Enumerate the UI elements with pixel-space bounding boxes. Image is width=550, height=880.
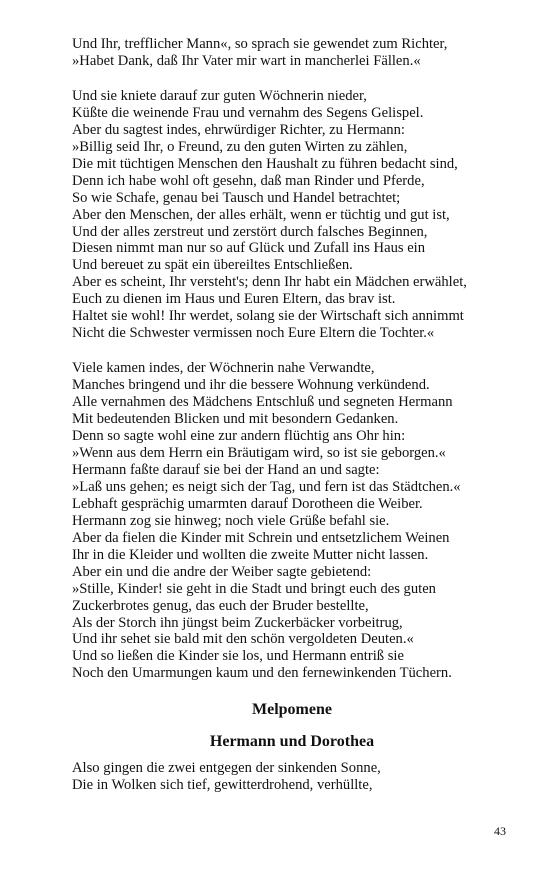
- verse-line: Hermann faßte darauf sie bei der Hand an und sagte:: [72, 461, 380, 478]
- verse-line: Denn so sagte wohl eine zur andern flüchtig ans Ohr hin:: [72, 428, 406, 445]
- page-number: 43: [494, 824, 506, 838]
- verse-line: Haltet sie wohl! Ihr werdet, solang sie der Wirtschaft sich annimmt: [72, 308, 464, 325]
- verse-line: »Stille, Kinder! sie geht in die Stadt und bringt euch des guten: [72, 580, 436, 597]
- page-body: [72, 36, 512, 812]
- verse-line: Mit bedeutenden Blicken und mit besondern Gedanken.: [72, 411, 399, 428]
- verse-line: Und so ließen die Kinder sie los, und Hermann entriß sie: [72, 648, 404, 665]
- verse-line: Und ihr sehet sie bald mit den schön vergoldeten Deuten.«: [72, 631, 414, 648]
- verse-line: Und sie kniete darauf zur guten Wöchnerin nieder,: [72, 87, 367, 104]
- verse-line: Als der Storch ihn jüngst beim Zuckerbäcker vorbeitrug,: [72, 614, 403, 631]
- verse-line: Manches bringend und ihr die bessere Wohnung verkündend.: [72, 377, 430, 394]
- section-heading: Melpomene: [252, 701, 332, 719]
- verse-line: Viele kamen indes, der Wöchnerin nahe Verwandte,: [72, 360, 375, 377]
- stanza-1: [72, 36, 512, 70]
- verse-line: Zuckerbrotes genug, das euch der Bruder bestellte,: [72, 597, 369, 614]
- verse-line: Aber den Menschen, der alles erhält, wenn er tüchtig und gut ist,: [72, 206, 450, 223]
- verse-line: Euch zu dienen im Haus und Euren Eltern, das brav ist.: [72, 291, 396, 308]
- section-subheading: Hermann und Dorothea: [209, 733, 375, 751]
- stanza-3: [72, 360, 512, 682]
- verse-line: Die in Wolken sich tief, gewitterdrohend, verhüllte,: [72, 777, 373, 794]
- verse-line: Und Ihr, trefflicher Mann«, so sprach sie gewendet zum Richter,: [72, 36, 448, 52]
- verse-line: Küßte die weinende Frau und vernahm des Segens Gelispel.: [72, 104, 424, 121]
- verse-line: Diesen nimmt man nur so auf Glück und Zufall ins Haus ein: [72, 240, 426, 257]
- verse-line: Noch den Umarmungen kaum und den fernewinkenden Tüchern.: [72, 665, 452, 682]
- verse-line: »Habet Dank, daß Ihr Vater mir wart in mancherlei Fällen.«: [72, 52, 421, 69]
- verse-line: Alle vernahmen des Mädchens Entschluß und segneten Hermann: [72, 394, 453, 411]
- verse-line: Aber es scheint, Ihr versteht's; denn Ihr habt ein Mädchen erwählet,: [72, 274, 467, 291]
- verse-line: Also gingen die zwei entgegen der sinkenden Sonne,: [72, 760, 381, 777]
- verse-line: Denn ich habe wohl oft gesehn, daß man Rinder und Pferde,: [72, 172, 425, 189]
- verse-line: »Wenn aus dem Herrn ein Bräutigam wird, so ist sie geborgen.«: [72, 444, 446, 461]
- verse-line: Aber ein und die andre der Weiber sagte gebietend:: [72, 563, 372, 580]
- verse-line: »Billig seid Ihr, o Freund, zu den guten Wirten zu zählen,: [72, 138, 408, 155]
- verse-line: Ihr in die Kleider und wollten die zweite Mutter nicht lassen.: [72, 546, 429, 563]
- verse-line: Hermann zog sie hinweg; noch viele Grüße befahl sie.: [72, 512, 390, 529]
- verse-line: »Laß uns gehen; es neigt sich der Tag, und fern ist das Städtchen.«: [72, 478, 461, 495]
- verse-line: So wie Schafe, genau bei Tausch und Handel betrachtet;: [72, 189, 401, 206]
- stanza-2: [72, 88, 512, 342]
- verse-line: Aber du sagtest indes, ehrwürdiger Richter, zu Hermann:: [72, 121, 405, 138]
- verse-line: Lebhaft gesprächig umarmten darauf Dorotheen die Weiber.: [72, 495, 423, 512]
- verse-line: Die mit tüchtigen Menschen den Haushalt zu führen bedacht sind,: [72, 155, 458, 172]
- closing-stanza: [72, 760, 512, 794]
- verse-line: Aber da fielen die Kinder mit Schrein und entsetzlichem Weinen: [72, 529, 450, 546]
- verse-line: Und bereuet zu spät ein übereiltes Entschließen.: [72, 257, 353, 274]
- verse-line: Nicht die Schwester vermissen noch Eure Eltern die Tochter.«: [72, 325, 435, 342]
- verse-line: Und der alles zerstreut und zerstört durch falsches Beginnen,: [72, 223, 428, 240]
